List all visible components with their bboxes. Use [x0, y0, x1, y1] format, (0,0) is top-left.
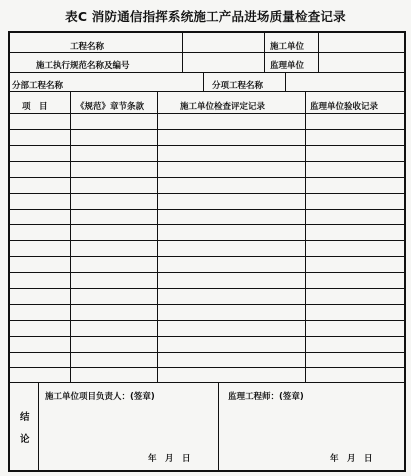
- supervision-unit-label: 监理单位: [270, 61, 305, 71]
- grid-rule-vertical: [8, 31, 10, 470]
- conclusion-label-2: 论: [20, 434, 30, 445]
- grid-rule-horizontal: [8, 240, 404, 241]
- grid-rule-vertical: [70, 91, 71, 382]
- grid-rule-horizontal: [8, 161, 404, 162]
- sub-project-label: 分部工程名称: [12, 81, 64, 91]
- form-title: 表C 消防通信指挥系统施工产品进场质量检查记录: [65, 9, 346, 24]
- grid-rule-horizontal: [8, 113, 404, 114]
- grid-rule-horizontal: [8, 145, 404, 146]
- project-name-label: 工程名称: [70, 42, 105, 52]
- grid-rule-horizontal: [8, 336, 404, 337]
- column-header-supervision-record: 监理单位验收记录: [310, 102, 379, 112]
- column-header-construction-record: 施工单位检查评定记录: [180, 102, 266, 112]
- grid-rule-vertical: [305, 91, 306, 382]
- grid-rule-horizontal: [8, 272, 404, 273]
- grid-rule-horizontal: [8, 256, 404, 257]
- grid-rule-horizontal: [8, 72, 404, 73]
- grid-rule-horizontal: [8, 352, 404, 353]
- grid-rule-horizontal: [8, 129, 404, 130]
- grid-rule-vertical: [218, 382, 219, 470]
- column-header-clause: 《规范》章节条款: [76, 102, 145, 112]
- grid-rule-horizontal: [8, 177, 404, 178]
- grid-rule-horizontal: [8, 193, 404, 194]
- grid-rule-vertical: [404, 31, 406, 472]
- grid-rule-vertical: [157, 91, 158, 382]
- item-project-label: 分项工程名称: [212, 81, 264, 91]
- construction-unit-label: 施工单位: [270, 42, 305, 52]
- construction-sign-date: 年 月 日: [148, 454, 191, 464]
- grid-rule-vertical: [264, 31, 265, 72]
- grid-rule-horizontal: [8, 382, 404, 383]
- grid-rule-vertical: [182, 31, 183, 72]
- grid-rule-horizontal: [8, 52, 404, 53]
- construction-sign-label: 施工单位项目负责人：(签章): [45, 392, 155, 402]
- standard-label: 施工执行规范名称及编号: [36, 61, 130, 71]
- grid-rule-horizontal: [8, 288, 404, 289]
- grid-rule-horizontal: [8, 31, 404, 33]
- grid-rule-vertical: [285, 72, 286, 91]
- grid-rule-horizontal: [8, 209, 404, 210]
- column-header-item: 项 目: [22, 102, 48, 112]
- supervisor-sign-label: 监理工程师：(签章): [228, 392, 304, 402]
- supervisor-sign-date: 年 月 日: [330, 454, 373, 464]
- grid-rule-horizontal: [8, 224, 404, 225]
- grid-rule-vertical: [318, 31, 319, 72]
- conclusion-label-1: 结: [20, 412, 30, 423]
- grid-rule-horizontal: [8, 367, 404, 368]
- grid-rule-horizontal: [8, 91, 404, 92]
- grid-rule-vertical: [38, 382, 39, 470]
- grid-rule-horizontal: [8, 304, 404, 305]
- grid-rule-horizontal: [8, 470, 404, 472]
- grid-rule-horizontal: [8, 320, 404, 321]
- grid-rule-vertical: [203, 72, 204, 91]
